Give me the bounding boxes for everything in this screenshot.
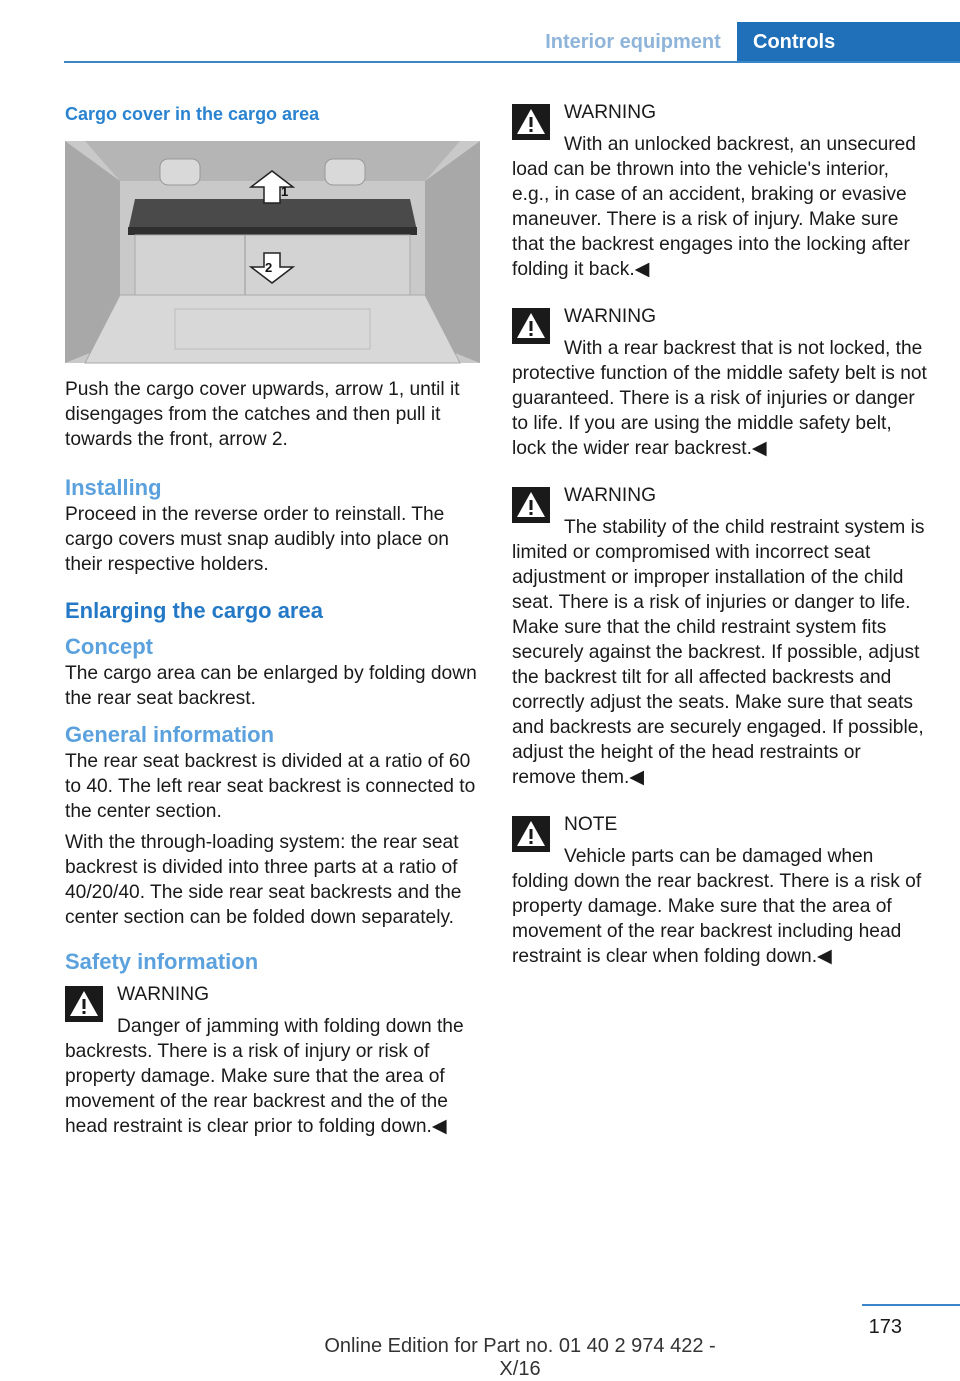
warning-triangle-icon [512, 816, 550, 852]
header-tab-controls: Controls [737, 22, 960, 62]
warning-text: With an unlocked backrest, an unsecured load can be thrown into the vehicle's interior, e.g., in case of an accident, braking or evasive maneuver. There is a risk of injury. Make sure that the backrest engages into the locking after folding it back.◀ [512, 134, 916, 280]
left-column [65, 100, 480, 1161]
warning-text: The stability of the child restraint system is limited or compromised with incorrect seat adjustment or improper installation of the child seat. There is a risk of injuries or danger to life. Make sure that the child restraint system fits securely against the backrest. If possible, adjust the backrest tilt for all affected backrests and correctly adjust the seats. Make sure that seats and backrests are securely engaged. If possible, adjust the height of the head restraints or remove them.◀ [512, 517, 925, 788]
warning-block [512, 304, 930, 461]
warning-block [512, 483, 930, 790]
general-info-text-1: The rear seat backrest is divided at a ratio of 60 to 40. The left rear seat backrest is connected to the center section. [65, 751, 476, 822]
warning-title: WARNING [117, 984, 210, 1005]
note-block [512, 812, 930, 969]
right-column [512, 100, 930, 991]
warning-text: Danger of jamming with folding down the backrests. There is a risk of injury or risk of property damage. Make sure that the area of movement of the rear backrest and the of the head restraint is clear prior to folding down.◀ [65, 1016, 464, 1137]
general-info-heading: General information [65, 722, 275, 747]
arrow-label-2: 2 [265, 260, 273, 275]
figure-description: Push the cargo cover upwards, arrow 1, until it disengages from the catches and then pull it towards the front, arrow 2. [65, 379, 460, 450]
general-info-text-2: With the through-loading system: the rear seat backrest is divided into three parts at a ratio of 40/20/40. The side rear seat backrests and the center section can be folded down separately. [65, 832, 462, 928]
cargo-area-illustration [65, 141, 480, 363]
note-title: NOTE [564, 814, 618, 835]
edition-footer: Online Edition for Part no. 01 40 2 974 422 - X/16 [324, 1335, 716, 1380]
warning-title: WARNING [564, 102, 657, 123]
warning-triangle-icon [65, 986, 103, 1022]
header-rule [64, 61, 960, 63]
enlarging-heading: Enlarging the cargo area [65, 598, 323, 623]
concept-text: The cargo area can be enlarged by folding down the rear seat backrest. [65, 663, 477, 709]
warning-triangle-icon [512, 104, 550, 140]
figure-caption: Cargo cover in the cargo area [65, 104, 320, 124]
installing-heading: Installing [65, 475, 162, 500]
footer-rule [862, 1304, 960, 1306]
installing-text: Proceed in the reverse order to reinstall. The cargo covers must snap audibly into place on their respective holders. [65, 504, 449, 575]
warning-title: WARNING [564, 306, 657, 327]
warning-triangle-icon [512, 487, 550, 523]
note-text: Vehicle parts can be damaged when folding down the rear backrest. There is a risk of property damage. Make sure that the area of movement of the rear backrest including head restraint is clear when folding down.◀ [512, 846, 922, 967]
warning-triangle-icon [512, 308, 550, 344]
warning-block [65, 982, 480, 1139]
header-section-title: Interior equipment [545, 31, 721, 53]
safety-info-heading: Safety information [65, 949, 259, 974]
concept-heading: Concept [65, 634, 153, 659]
arrow-label-1: 1 [281, 184, 289, 199]
page-number: 173 [868, 1316, 902, 1338]
warning-text: With a rear backrest that is not locked, the protective function of the middle safety belt is not guaranteed. There is a risk of injuries or danger to life. If you are using the middle safety belt, lock the wider rear backrest.◀ [512, 338, 927, 459]
warning-block [512, 100, 930, 282]
warning-title: WARNING [564, 485, 657, 506]
